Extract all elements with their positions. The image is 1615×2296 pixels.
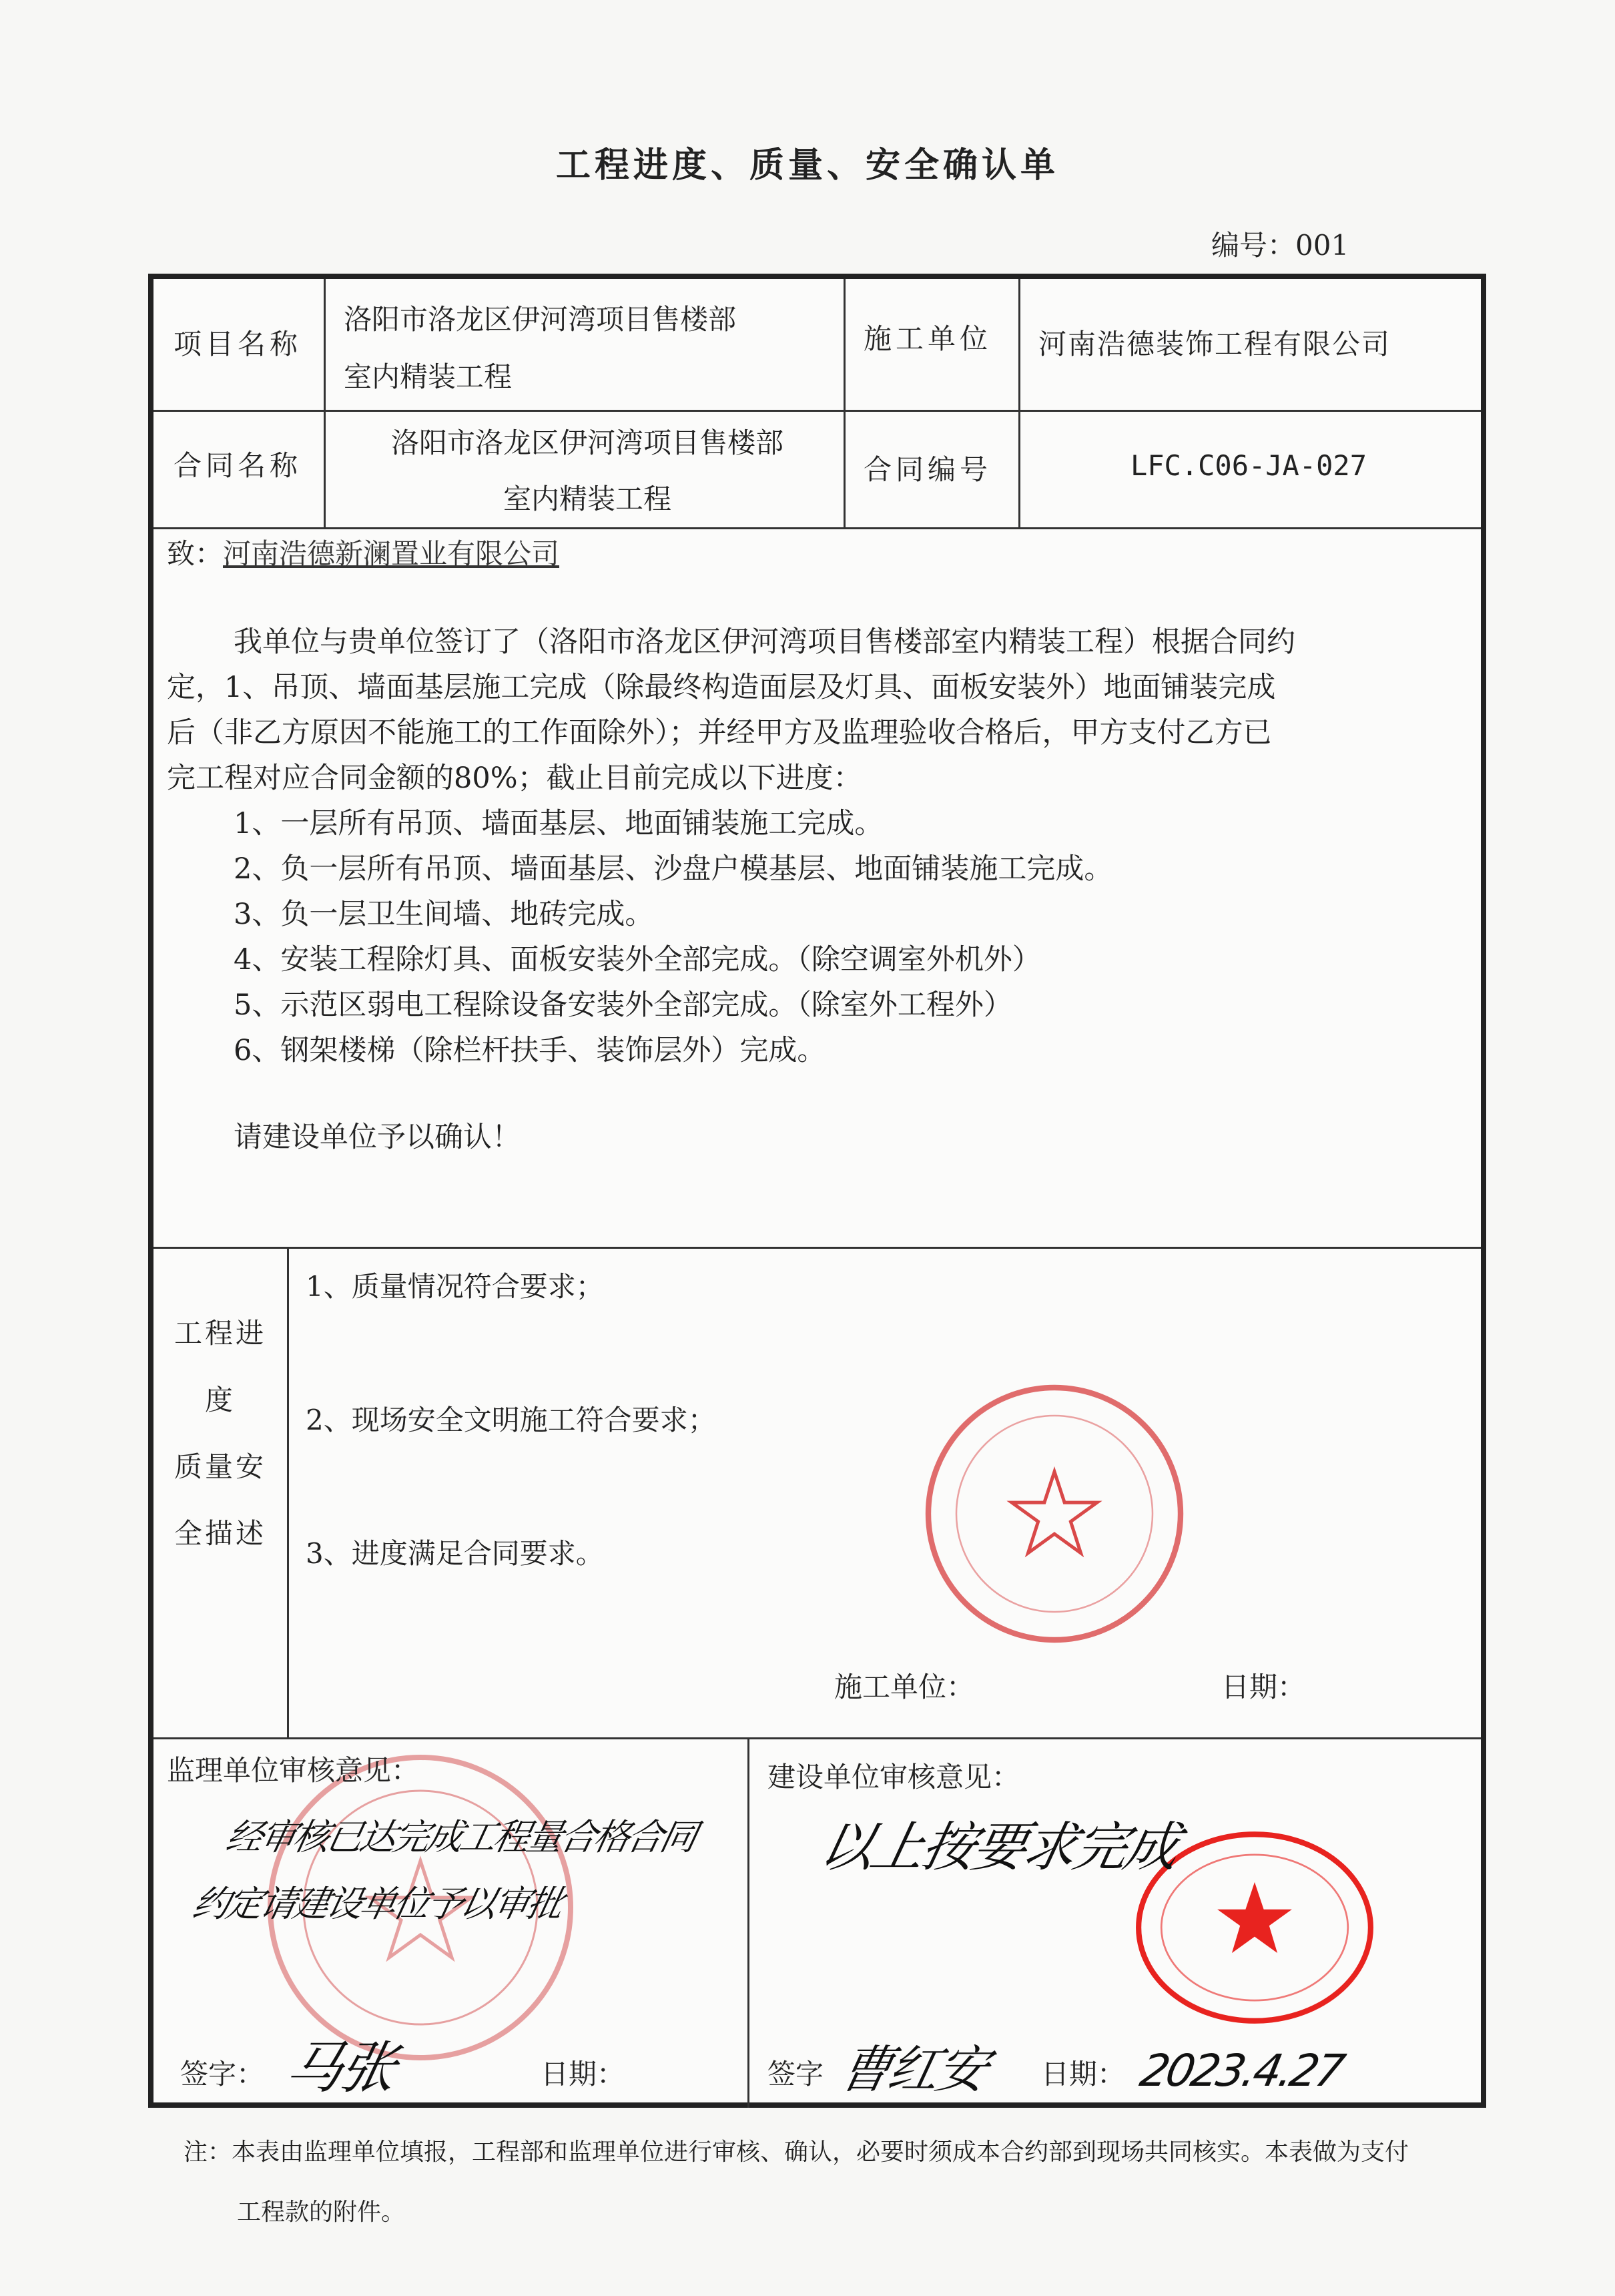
- owner-signature: 曹红安: [834, 2040, 992, 2099]
- row-divider: [153, 527, 1481, 529]
- row-divider: [153, 1737, 1481, 1739]
- supervisor-handwritten-opinion: 经审核已达完成工程量合格合同: [222, 1816, 699, 1858]
- document-number: 编号：001: [1211, 229, 1349, 262]
- project-name-line: 洛阳市洛龙区伊河湾项目售楼部: [344, 303, 737, 336]
- col-divider: [747, 1737, 749, 2108]
- contractor-company-stamp: [888, 1374, 1221, 1654]
- label-line: 全描述: [174, 1517, 266, 1550]
- contractor-sign-label: 施工单位：: [834, 1671, 975, 1703]
- contractor-value: 河南浩德装饰工程有限公司: [1038, 328, 1391, 360]
- owner-opinion-label: 建设单位审核意见：: [767, 1761, 1020, 1793]
- addressee: [167, 534, 559, 574]
- paragraph-line: 后（非乙方原因不能施工的工作面除外）；并经甲方及监理验收合格后，甲方支付乙方已: [167, 716, 1272, 750]
- owner-sign-label: 签字: [767, 2058, 824, 2090]
- label-line: 度: [204, 1384, 236, 1416]
- col-divider: [324, 279, 326, 527]
- col-divider: [287, 1247, 289, 1737]
- contract-no-label: 合同编号: [864, 453, 992, 486]
- supervisor-sign-label: 签字：: [180, 2058, 265, 2090]
- description-item: 3、进度满足合同要求。: [306, 1537, 604, 1570]
- progress-list: [167, 801, 1478, 1160]
- project-name-label: 项目名称: [174, 328, 302, 360]
- row-divider: [153, 1247, 1481, 1249]
- project-name-line: 室内精装工程: [344, 360, 513, 393]
- body-paragraph: [167, 619, 1478, 1160]
- contract-name-value: [354, 415, 821, 527]
- contract-no-value: LFC.C06-JA-027: [1130, 449, 1367, 482]
- row-divider: [153, 410, 1481, 412]
- supervisor-handwritten-opinion: 约定请建设单位予以审批: [189, 1883, 565, 1925]
- footnote: [184, 2122, 1492, 2243]
- description-item: 2、现场安全文明施工符合要求；: [306, 1404, 716, 1436]
- owner-date-label: 日期：: [1041, 2058, 1126, 2090]
- owner-date-value: 2023.4.27: [1135, 2045, 1347, 2096]
- description-item: 1、质量情况符合要求；: [306, 1270, 604, 1303]
- paragraph-line: 完工程对应合同金额的80%；截止目前完成以下进度：: [167, 762, 862, 795]
- progress-item: 5、示范区弱电工程除设备安装外全部完成。（除室外工程外）: [234, 988, 1012, 1022]
- progress-item: 4、安装工程除灯具、面板安装外全部完成。（除空调室外机外）: [234, 943, 1041, 976]
- contract-name-label: 合同名称: [174, 449, 302, 482]
- progress-item: 2、负一层所有吊顶、墙面基层、沙盘户模基层、地面铺装施工完成。: [234, 852, 1113, 886]
- contract-name-line: 室内精装工程: [503, 483, 671, 515]
- contractor-label: 施工单位: [864, 322, 992, 355]
- col-divider: [844, 279, 846, 527]
- owner-handwritten-opinion: 以上按要求完成: [814, 1816, 1183, 1878]
- supervisor-opinion-label: 监理单位审核意见：: [167, 1754, 420, 1787]
- document-title: 工程进度、质量、安全确认单: [555, 145, 1059, 186]
- supervisor-signature: 马张: [280, 2035, 401, 2100]
- contract-name-line: 洛阳市洛龙区伊河湾项目售楼部: [390, 426, 783, 459]
- contractor-date-label: 日期：: [1221, 1671, 1306, 1703]
- project-name-value: [344, 291, 736, 406]
- progress-item: 6、钢架楼梯（除栏杆扶手、装饰层外）完成。: [234, 1034, 826, 1067]
- note-line: 工程款的附件。: [237, 2199, 406, 2226]
- paragraph-line: 定，1、吊顶、墙面基层施工完成（除最终构造面层及灯具、面板安装外）地面铺装完成: [167, 671, 1276, 704]
- description-label: [160, 1300, 280, 1567]
- supervisor-date-label: 日期：: [541, 2058, 625, 2090]
- request-text: 请建设单位予以确认！: [234, 1121, 521, 1154]
- to-label: 致：: [167, 537, 224, 570]
- label-line: 工程进: [174, 1317, 266, 1350]
- to-value: 河南浩德新澜置业有限公司: [223, 537, 560, 570]
- progress-item: 1、一层所有吊顶、墙面基层、地面铺装施工完成。: [234, 807, 884, 840]
- confirmation-form-table: [148, 274, 1486, 2108]
- paragraph-line: 我单位与贵单位签订了（洛阳市洛龙区伊河湾项目售楼部室内精装工程）根据合同约: [234, 625, 1295, 659]
- label-line: 质量安: [174, 1450, 266, 1483]
- note-line: 注：本表由监理单位填报，工程部和监理单位进行审核、确认，必要时须成本合约部到现场共同核实。本表做为支付: [184, 2138, 1409, 2166]
- progress-item: 3、负一层卫生间墙、地砖完成。: [234, 898, 654, 931]
